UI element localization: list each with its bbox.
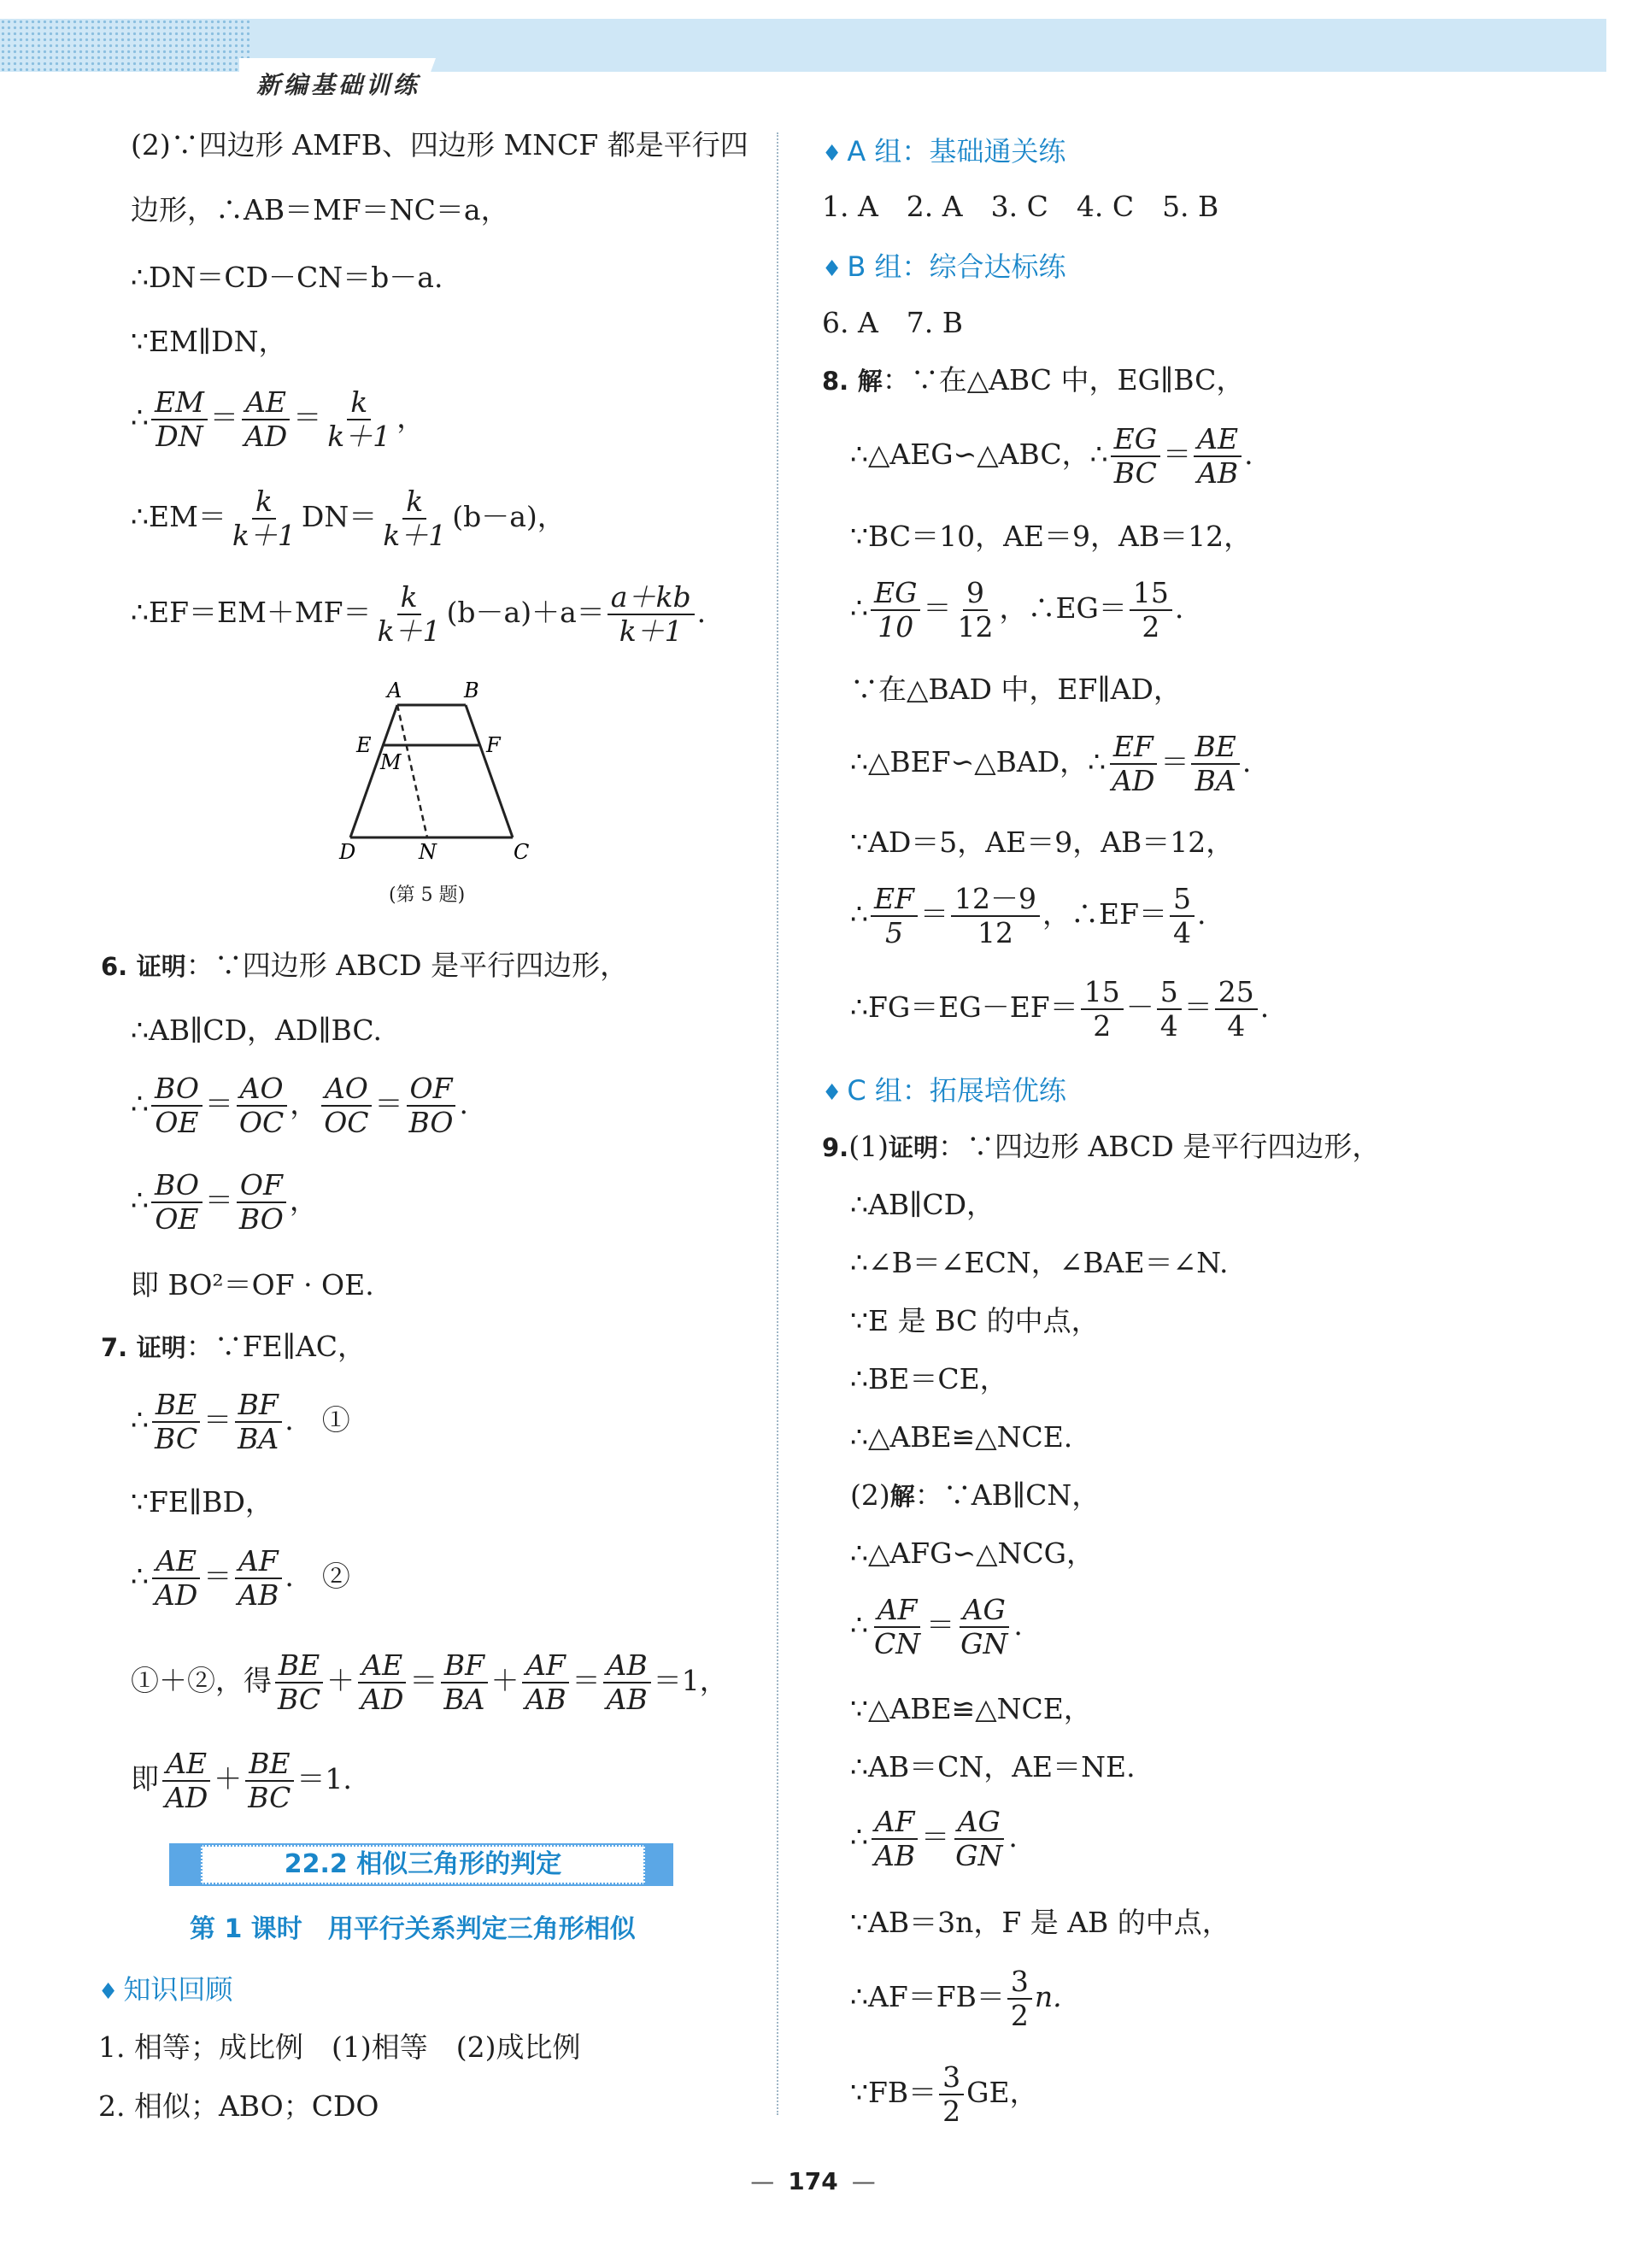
section-title: 22.2 相似三角形的判定 bbox=[284, 1849, 562, 1879]
group-a-heading: ♦ A 组：基础通关练 bbox=[822, 135, 1066, 167]
diamond-icon: ♦ bbox=[822, 256, 842, 282]
q9-line-10: ∵△ABE≌△NCE， bbox=[850, 1692, 1092, 1725]
q9-line-3: ∴∠B＝∠ECN，∠BAE＝∠N. bbox=[850, 1246, 1229, 1279]
q7-formula-3: ①＋②，得 $\frac{BE}{BC}$ ＋ $\frac{AE}{AD}$ ＝ $\frac{BF}{BA}$ ＋ $\frac{AF}{AB}$ ＝ $\frac{AB}{AB}$ ＝1， bbox=[131, 1648, 728, 1716]
trapezoid-figure bbox=[329, 675, 551, 863]
diamond-icon: ♦ bbox=[822, 141, 842, 167]
q8-first-line: 8. 解：∵在△ABC 中，EG∥BC， bbox=[822, 363, 1245, 397]
q9-line-11: ∴AB＝CN，AE＝NE. bbox=[850, 1750, 1136, 1783]
left-formula-1: ∴ $\frac{EM}{DN}$ ＝ $\frac{AE}{AD}$ ＝ $\frac{k}{k+1}$ ， bbox=[131, 385, 426, 453]
column-divider bbox=[777, 132, 778, 2115]
group-b-heading: ♦ B 组：综合达标练 bbox=[822, 250, 1066, 283]
q7-line-3: ∵FE∥BD， bbox=[131, 1485, 273, 1519]
left-line-2: 边形，∴AB＝MF＝NC＝a， bbox=[131, 193, 509, 226]
left-formula-2: ∴EM＝ $\frac{k}{k+1}$ DN＝ $\frac{k}{k+1}$ (b－a)， bbox=[131, 485, 566, 552]
label-n: N bbox=[419, 840, 437, 863]
label-e: E bbox=[356, 733, 372, 757]
q9-first-line: 9.(1)证明：∵四边形 ABCD 是平行四边形， bbox=[822, 1130, 1381, 1163]
label-f: F bbox=[486, 733, 501, 757]
left-line-1: (2)∵四边形 AMFB、四边形 MNCF 都是平行四 bbox=[131, 128, 748, 162]
dashed-an bbox=[397, 705, 427, 837]
q9-line-6: ∴△ABE≌△NCE. bbox=[850, 1420, 1073, 1454]
q9-line-4: ∵E 是 BC 的中点， bbox=[850, 1304, 1100, 1337]
header-title: 新编基础训练 bbox=[256, 71, 421, 99]
lesson-title: 第 1 课时 用平行关系判定三角形相似 bbox=[190, 1914, 636, 1944]
q8-line-7: ∵AD＝5，AE＝9，AB＝12， bbox=[850, 826, 1235, 859]
q9-line-7: (2)解：∵AB∥CN， bbox=[850, 1478, 1101, 1512]
label-m: M bbox=[380, 750, 402, 774]
q6-formula-1: ∴ $\frac{BO}{OE}$ ＝ $\frac{AO}{OC}$ ， $\frac{AO}{OC}$ ＝ $\frac{OF}{BO}$ . bbox=[131, 1072, 468, 1139]
q8-formula-4: ∴ $\frac{EF}{5}$ ＝ $\frac{12-9}{12}$ ，∴EF＝ $\frac{5}{4}$ . bbox=[850, 882, 1206, 949]
q6-line-2: ∴AB∥CD，AD∥BC. bbox=[131, 1014, 382, 1047]
q9-formula-1: ∴ $\frac{AF}{CN}$ ＝ $\frac{AG}{GN}$ . bbox=[850, 1593, 1023, 1660]
group-b-answers: 6. A 7. B bbox=[822, 306, 964, 339]
figure-caption: (第 5 题) bbox=[389, 884, 466, 906]
q9-formula-4: ∵FB＝ $\frac{3}{2}$ GE， bbox=[850, 2060, 1038, 2128]
recall-line-2: 2. 相似；ABO；CDO bbox=[98, 2089, 379, 2123]
group-a-answers: 1. A 2. A 3. C 4. C 5. B bbox=[822, 190, 1219, 223]
edge-bc bbox=[466, 705, 513, 837]
q9-line-13: ∵AB＝3n，F 是 AB 的中点， bbox=[850, 1906, 1230, 1939]
header-dot-pattern bbox=[0, 19, 252, 72]
q8-formula-2: ∴ $\frac{EG}{10}$ ＝ $\frac{9}{12}$ ，∴EG＝ $\frac{15}{2}$ . bbox=[850, 576, 1184, 643]
group-c-heading: ♦ C 组：拓展培优练 bbox=[822, 1074, 1066, 1107]
page-number: — 174 — bbox=[750, 2167, 876, 2195]
q9-formula-3: ∴AF＝FB＝ $\frac{3}{2}$ n. bbox=[850, 1965, 1062, 2032]
q6-formula-2: ∴ $\frac{BO}{OE}$ ＝ $\frac{OF}{BO}$ ， bbox=[131, 1168, 318, 1236]
left-formula-3: ∴EF＝EM＋MF＝ $\frac{k}{k+1}$ (b－a)＋a＝ $\frac{a+kb}{k+1}$ . bbox=[131, 580, 707, 648]
label-b: B bbox=[464, 679, 479, 702]
q7-first-line: 7. 证明：∵FE∥AC， bbox=[101, 1330, 367, 1363]
recall-heading: ♦ 知识回顾 bbox=[98, 1973, 233, 2006]
q8-formula-3: ∴△BEF∽△BAD，∴ $\frac{EF}{AD}$ ＝ $\frac{BE}{BA}$ . bbox=[850, 730, 1252, 797]
q7-formula-4: 即 $\frac{AE}{AD}$ ＋ $\frac{BE}{BC}$ ＝1. bbox=[131, 1747, 352, 1814]
q9-line-2: ∴AB∥CD， bbox=[850, 1188, 995, 1221]
left-line-3: ∴DN＝CD－CN＝b－a. bbox=[131, 261, 443, 294]
q8-line-3: ∵BC＝10，AE＝9，AB＝12， bbox=[850, 520, 1253, 553]
q9-line-8: ∴△AFG∽△NCG， bbox=[850, 1536, 1095, 1570]
diamond-icon: ♦ bbox=[822, 1080, 842, 1106]
q8-formula-1: ∴△AEG∽△ABC，∴ $\frac{EG}{BC}$ ＝ $\frac{AE}{AB}$ . bbox=[850, 422, 1253, 490]
q7-formula-1: ∴ $\frac{BE}{BC}$ ＝ $\frac{BF}{BA}$ . ① bbox=[131, 1388, 350, 1455]
q6-last-line: 即 BO²＝OF · OE. bbox=[131, 1268, 374, 1301]
q7-formula-2: ∴ $\frac{AE}{AD}$ ＝ $\frac{AF}{AB}$ . ② bbox=[131, 1544, 350, 1612]
label-a: A bbox=[387, 679, 402, 702]
recall-line-1: 1. 相等；成比例 (1)相等 (2)成比例 bbox=[98, 2030, 581, 2064]
left-line-4: ∵EM∥DN， bbox=[131, 325, 287, 358]
label-d: D bbox=[339, 840, 356, 863]
q9-line-5: ∴BE＝CE， bbox=[850, 1362, 1008, 1395]
q6-first-line: 6. 证明：∵四边形 ABCD 是平行四边形， bbox=[101, 949, 629, 982]
q8-formula-5: ∴FG＝EG－EF＝ $\frac{15}{2}$ － $\frac{5}{4}$ ＝ $\frac{25}{4}$ . bbox=[850, 975, 1270, 1043]
label-c: C bbox=[514, 840, 530, 863]
q9-formula-2: ∴ $\frac{AF}{AB}$ ＝ $\frac{AG}{GN}$ . bbox=[850, 1805, 1018, 1872]
diamond-icon: ♦ bbox=[98, 1979, 119, 2005]
q8-line-5: ∵在△BAD 中，EF∥AD， bbox=[850, 673, 1182, 706]
